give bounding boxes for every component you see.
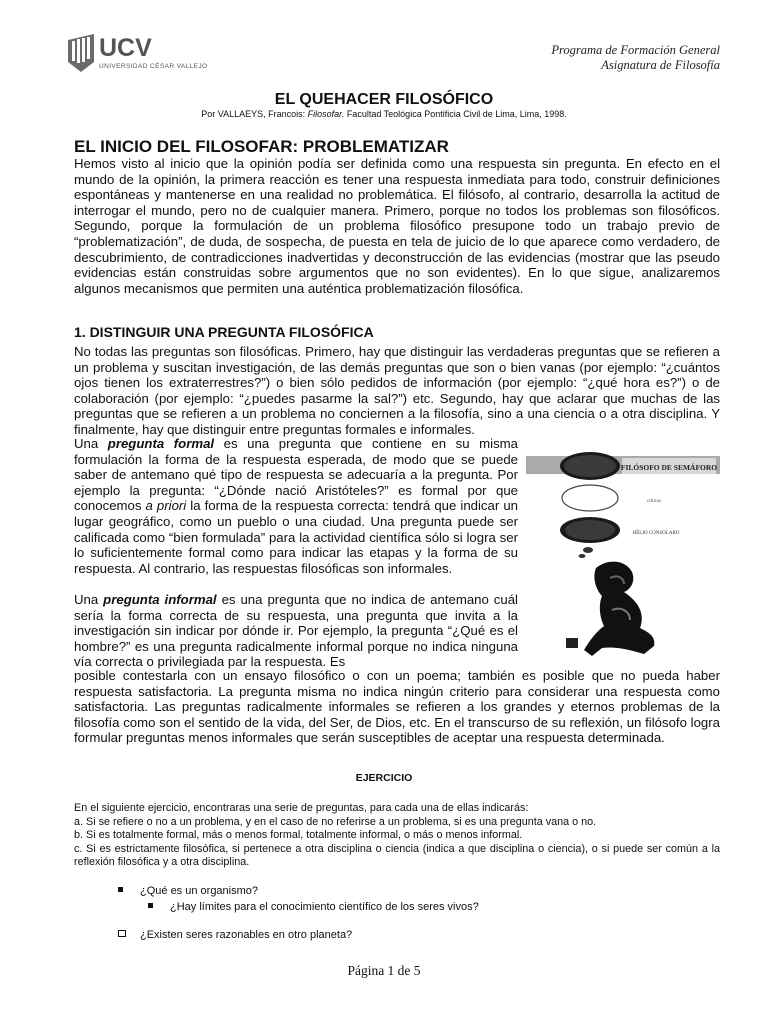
logo-subtitle: UNIVERSIDAD CÉSAR VALLEJO	[99, 63, 208, 70]
exercise-item-c: c. Si es estrictamente filosófica, si pertenece a otra disciplina o ciencia (indica a que disciplina o ciencia), o si puede ser común a la reflexión filosófica y a otra disciplina.	[74, 843, 720, 868]
paragraph-intro: Hemos visto al inicio que la opinión podía ser definida como una respuesta sin pregunta. En efecto en el mundo de la opinión, la primera reacción es tener una respuesta inmediata para todo, construir definiciones espontáneas y mantenerse en una realidad no problemática. El filósofo, al contrario, desarrolla la actitud de interrogar el mundo, pero no de cualquier manera. Primero, porque no todos los problemas son filosóficos. Segundo, porque la formulación de un problema filosófico presupone todo un trabajo previo de “problematización”, de duda, de sospecha, de puesta en tela de juicio de lo que aparece como verdadero, de descubrimiento, de contradicciones inadvertidas y deconstrucción de las evidencias (mostrar que las pseudo evidencias están construidas sobre argumentos que no son evidentes). En lo que sigue, analizaremos algunos mecanismos que permiten una auténtica problematización filosófica.	[74, 156, 720, 296]
square-bullet-icon	[118, 887, 123, 892]
exercise-item-b: b. Si es totalmente formal, más o menos formal, totalmente informal, o más o menos informal.	[74, 829, 523, 841]
bubble-author-label: HÉLIO CONSOLARO	[632, 531, 680, 536]
paragraph-informal-continued: posible contestarla con un ensayo filosófico o con un poema; también es posible que no pueda haber respuesta satisfactoria. La pregunta misma no indica ningún criterio para considerar una respuesta como satisfactoria. Las preguntas radicalmente informales se refieren a los grandes y eternos problemas de la filosofía como son el sentido de la vida, del Ser, de Dios, etc. En el transcurso de su reflexión, un filósofo logra formular preguntas menos informales que serán susceptibles de aceptar una respuesta determinada.	[74, 668, 720, 746]
exercise-heading: EJERCICIO	[355, 772, 413, 784]
paragraph-pregunta-informal: Una pregunta informal es una pregunta que no indica de antemano cuál sería la forma correcta de su respuesta, una pregunta que invita a la investigación sin indicar por dónde ir. Por ejemplo, la pregunta “¿Qué es el hombre?” es una pregunta radicalmente informal porque no indica ninguna vía correcta o privilegiada par la respuesta. Es	[74, 592, 518, 670]
paragraph-pregunta-formal: Una pregunta formal es una pregunta que contiene en su misma formulación la forma de la respuesta esperada, de modo que se puede saber de antemano qué tipo de respuesta se adecuaría a la pregunta. Por ejemplo la pregunta: “¿Dónde nació Aristóteles?” es formal por que conocemos a priori la forma de la respuesta correcta: tendrá que indicar un lugar geográfico, como un pueblo o una ciudad. Una pregunta puede ser calificada como “bien formulada” para la actividad científica sólo si logra ser lo suficientemente formal como para indicar las etapas y la forma de su respuesta. Al contrario, las respuestas filosóficas son informales.	[74, 436, 518, 576]
section-heading-problematizar: EL INICIO DEL FILOSOFAR: PROBLEMATIZAR	[74, 137, 449, 156]
exercise-item-a: a. Si se refiere o no a un problema, y en el caso de no referirse a un problema, si es una pregunta vana o no.	[74, 816, 597, 828]
program-line: Programa de Formación General	[551, 43, 720, 57]
bubble-critica-label: críticas	[646, 499, 662, 504]
square-bullet-icon	[148, 903, 153, 908]
thinker-illustration	[526, 450, 720, 665]
paragraph-distinguir: No todas las preguntas son filosóficas. Primero, hay que distinguir las verdaderas preguntas que se refieren a un problema y suscitan investigación, de las demás preguntas que son o bien vanas (por ejemplo: “¿cuántos ojos tienen los extraterrestres?”) o bien sólo pedidos de información (por ejemplo: “¿qué hora es?”) o de colaboración (por ejemplo: “¿puedes pasarme la sal?”) etc. Segundo, hay que aclarar que muchas de las preguntas que se refieren a un problema no conciernen a la filosofía, sino a una ciencia o a otra disciplina. Y finalmente, hay que distinguir entre preguntas formales e informales.	[74, 344, 720, 437]
section-heading-distinguir: 1. DISTINGUIR UNA PREGUNTA FILOSÓFICA	[74, 324, 374, 340]
page-number: Página 1 de 5	[347, 963, 421, 978]
question-item: ¿Qué es un organismo?	[118, 885, 258, 897]
course-line: Asignatura de Filosofía	[601, 58, 720, 72]
question-item: ¿Hay límites para el conocimiento científico de los seres vivos?	[148, 901, 479, 913]
bubble-title-label: FILÓSOFO DE SEMÁFORO	[620, 463, 718, 472]
question-item: ¿Existen seres razonables en otro planeta?	[118, 929, 352, 941]
logo-text: UCV	[99, 34, 152, 62]
box-bullet-icon	[118, 930, 126, 937]
document-credit: Por VALLAEYS, Francois: Filosofar. Facultad Teológica Pontificia Civil de Lima, Lima, 1998.	[201, 109, 567, 119]
document-title: EL QUEHACER FILOSÓFICO	[274, 91, 494, 108]
ucv-logo	[66, 34, 236, 74]
exercise-intro: En el siguiente ejercicio, encontraras una serie de preguntas, para cada una de ellas indicarás:	[74, 802, 529, 814]
header-program-info	[551, 43, 720, 73]
ucv-shield-icon	[66, 34, 96, 72]
